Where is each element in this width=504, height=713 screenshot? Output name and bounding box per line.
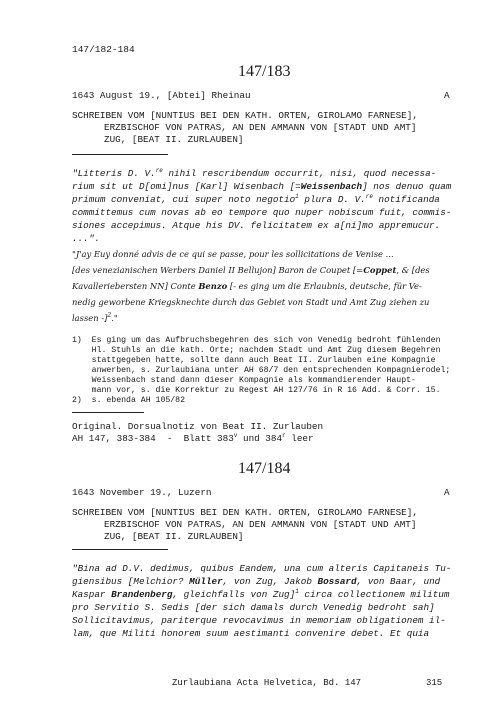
quote-line: nedig geworbene Kriegsknechte durch das Gebiet von Stadt und Amt Zug ziehen zu — [72, 297, 430, 307]
quote-line: ...". — [72, 233, 100, 244]
quote-line: "J'ay Euy donné advis de ce qui se passe, pour les sollicitations de Venise ... — [72, 249, 394, 259]
quote-line: pro Servitio S. Sedis [der sich damals durch Venedig bedroht sah] — [72, 602, 435, 613]
quote-line: siones accepimus. Atque his DV. felicitatem ex a[ni]mo appremucur. — [72, 220, 441, 231]
entry-number: 147/183 — [238, 63, 291, 80]
quote-line: [des venezianischen Werbers Daniel II Bellujon] Baron de Coupet [=Coppet, & [des — [72, 265, 430, 275]
entry-letter: A — [444, 487, 450, 498]
section-divider — [72, 412, 144, 413]
footer-title: Zurlaubiana Acta Helvetica, Bd. 147 — [172, 678, 362, 688]
footnote-line: Weissenbach stand dann dieser Kompagnie als kommandierender Haupt- — [72, 376, 416, 385]
footnote-line: 1) Es ging um das Aufbruchsbegehren des sich von Venedig bedroht fühlenden — [72, 336, 441, 345]
quote-line: lassen -]$^2$." — [72, 312, 118, 323]
entry-date-place: 1643 August 19., [Abtei] Rheinau — [72, 90, 251, 101]
quote-line: Kaspar Brandenberg, gleichfalls von Zug]$^1$ circa collectionem militum — [72, 587, 450, 600]
section-divider — [72, 154, 168, 155]
footnote-line: mann vor, s. die Korrektur zu Regest AH 127/76 in R 16 Add. & Corr. 15. — [72, 386, 441, 395]
quote-line: "Litteris D. V.$^{re}$ nihil rescribendum occurrit, nisi, quod necessa- — [72, 166, 437, 179]
heading-line: ERZBISCHOF VON PATRAS, AN DEN AMMANN VON [STADT UND AMT] — [104, 122, 417, 133]
entry-date-place: 1643 November 19., Luzern — [72, 487, 212, 498]
heading-line: SCHREIBEN VOM [NUNTIUS BEI DEN KATH. ORTEN, GIROLAMO FARNESE], — [72, 110, 418, 121]
heading-line: ZUG, [BEAT II. ZURLAUBEN] — [104, 134, 244, 145]
source-line: Original. Dorsualnotiz von Beat II. Zurlauben — [72, 421, 324, 432]
top-reference: 147/182-184 — [72, 44, 135, 55]
quote-line: Sollicitavimus, pariterque revocavimus in memoriam obligationem il- — [72, 615, 446, 626]
quote-line: primum conveniat, cui super noto negotio$^1$ plura D. V.$^{re}$ notificanda — [72, 192, 440, 205]
footnote-line: Hl. Stuhls an die kath. Orte; nachdem Stadt und Amt Zug diesem Begehren — [72, 346, 441, 355]
heading-line: SCHREIBEN VOM [NUNTIUS BEI DEN KATH. ORTEN, GIROLAMO FARNESE], — [72, 507, 418, 518]
page-number: 315 — [426, 678, 443, 688]
entry-letter: A — [444, 90, 450, 101]
section-divider — [72, 549, 168, 550]
quote-line: "Bina ad D.V. dedimus, quibus Eandem, una cum alteris Capitaneis Tu- — [72, 563, 452, 574]
quote-line: committemus cum novas ab eo tempore quo nuper nobiscum fuit, commis- — [72, 207, 452, 218]
footnote-line: 2) s. ebenda AH 105/82 — [72, 396, 186, 405]
quote-line: Kavalleriebersten NN] Conte Benzo [- es ging um die Erlaubnis, deutsche, für Ve- — [72, 281, 422, 291]
source-line: AH 147, 383-384 - Blatt 383$^v$ und 384$^r$ leer — [72, 431, 314, 444]
quote-line: lam, que Militi honorem suum aestimanti convenire debet. Et quia — [72, 628, 430, 639]
entry-number: 147/184 — [238, 460, 291, 477]
footnote-line: anwerben, s. Zurlaubiana unter AH 68/7 den entsprechenden Kompagnierodel; — [72, 366, 451, 375]
quote-line: rium sit ut D[omi]nus [Karl] Wisenbach [=Weissenbach] nos denuo quam — [72, 181, 452, 192]
footnote-line: stattgegeben hatte, sollte dann auch Beat II. Zurlauben eine Kompagnie — [72, 356, 436, 365]
quote-line: giensibus [Melchior? Müller, von Zug, Jakob Bossard, von Baar, und — [72, 576, 441, 587]
heading-line: ZUG, [BEAT II. ZURLAUBEN] — [104, 531, 244, 542]
heading-line: ERZBISCHOF VON PATRAS, AN DEN AMMANN VON [STADT UND AMT] — [104, 519, 417, 530]
